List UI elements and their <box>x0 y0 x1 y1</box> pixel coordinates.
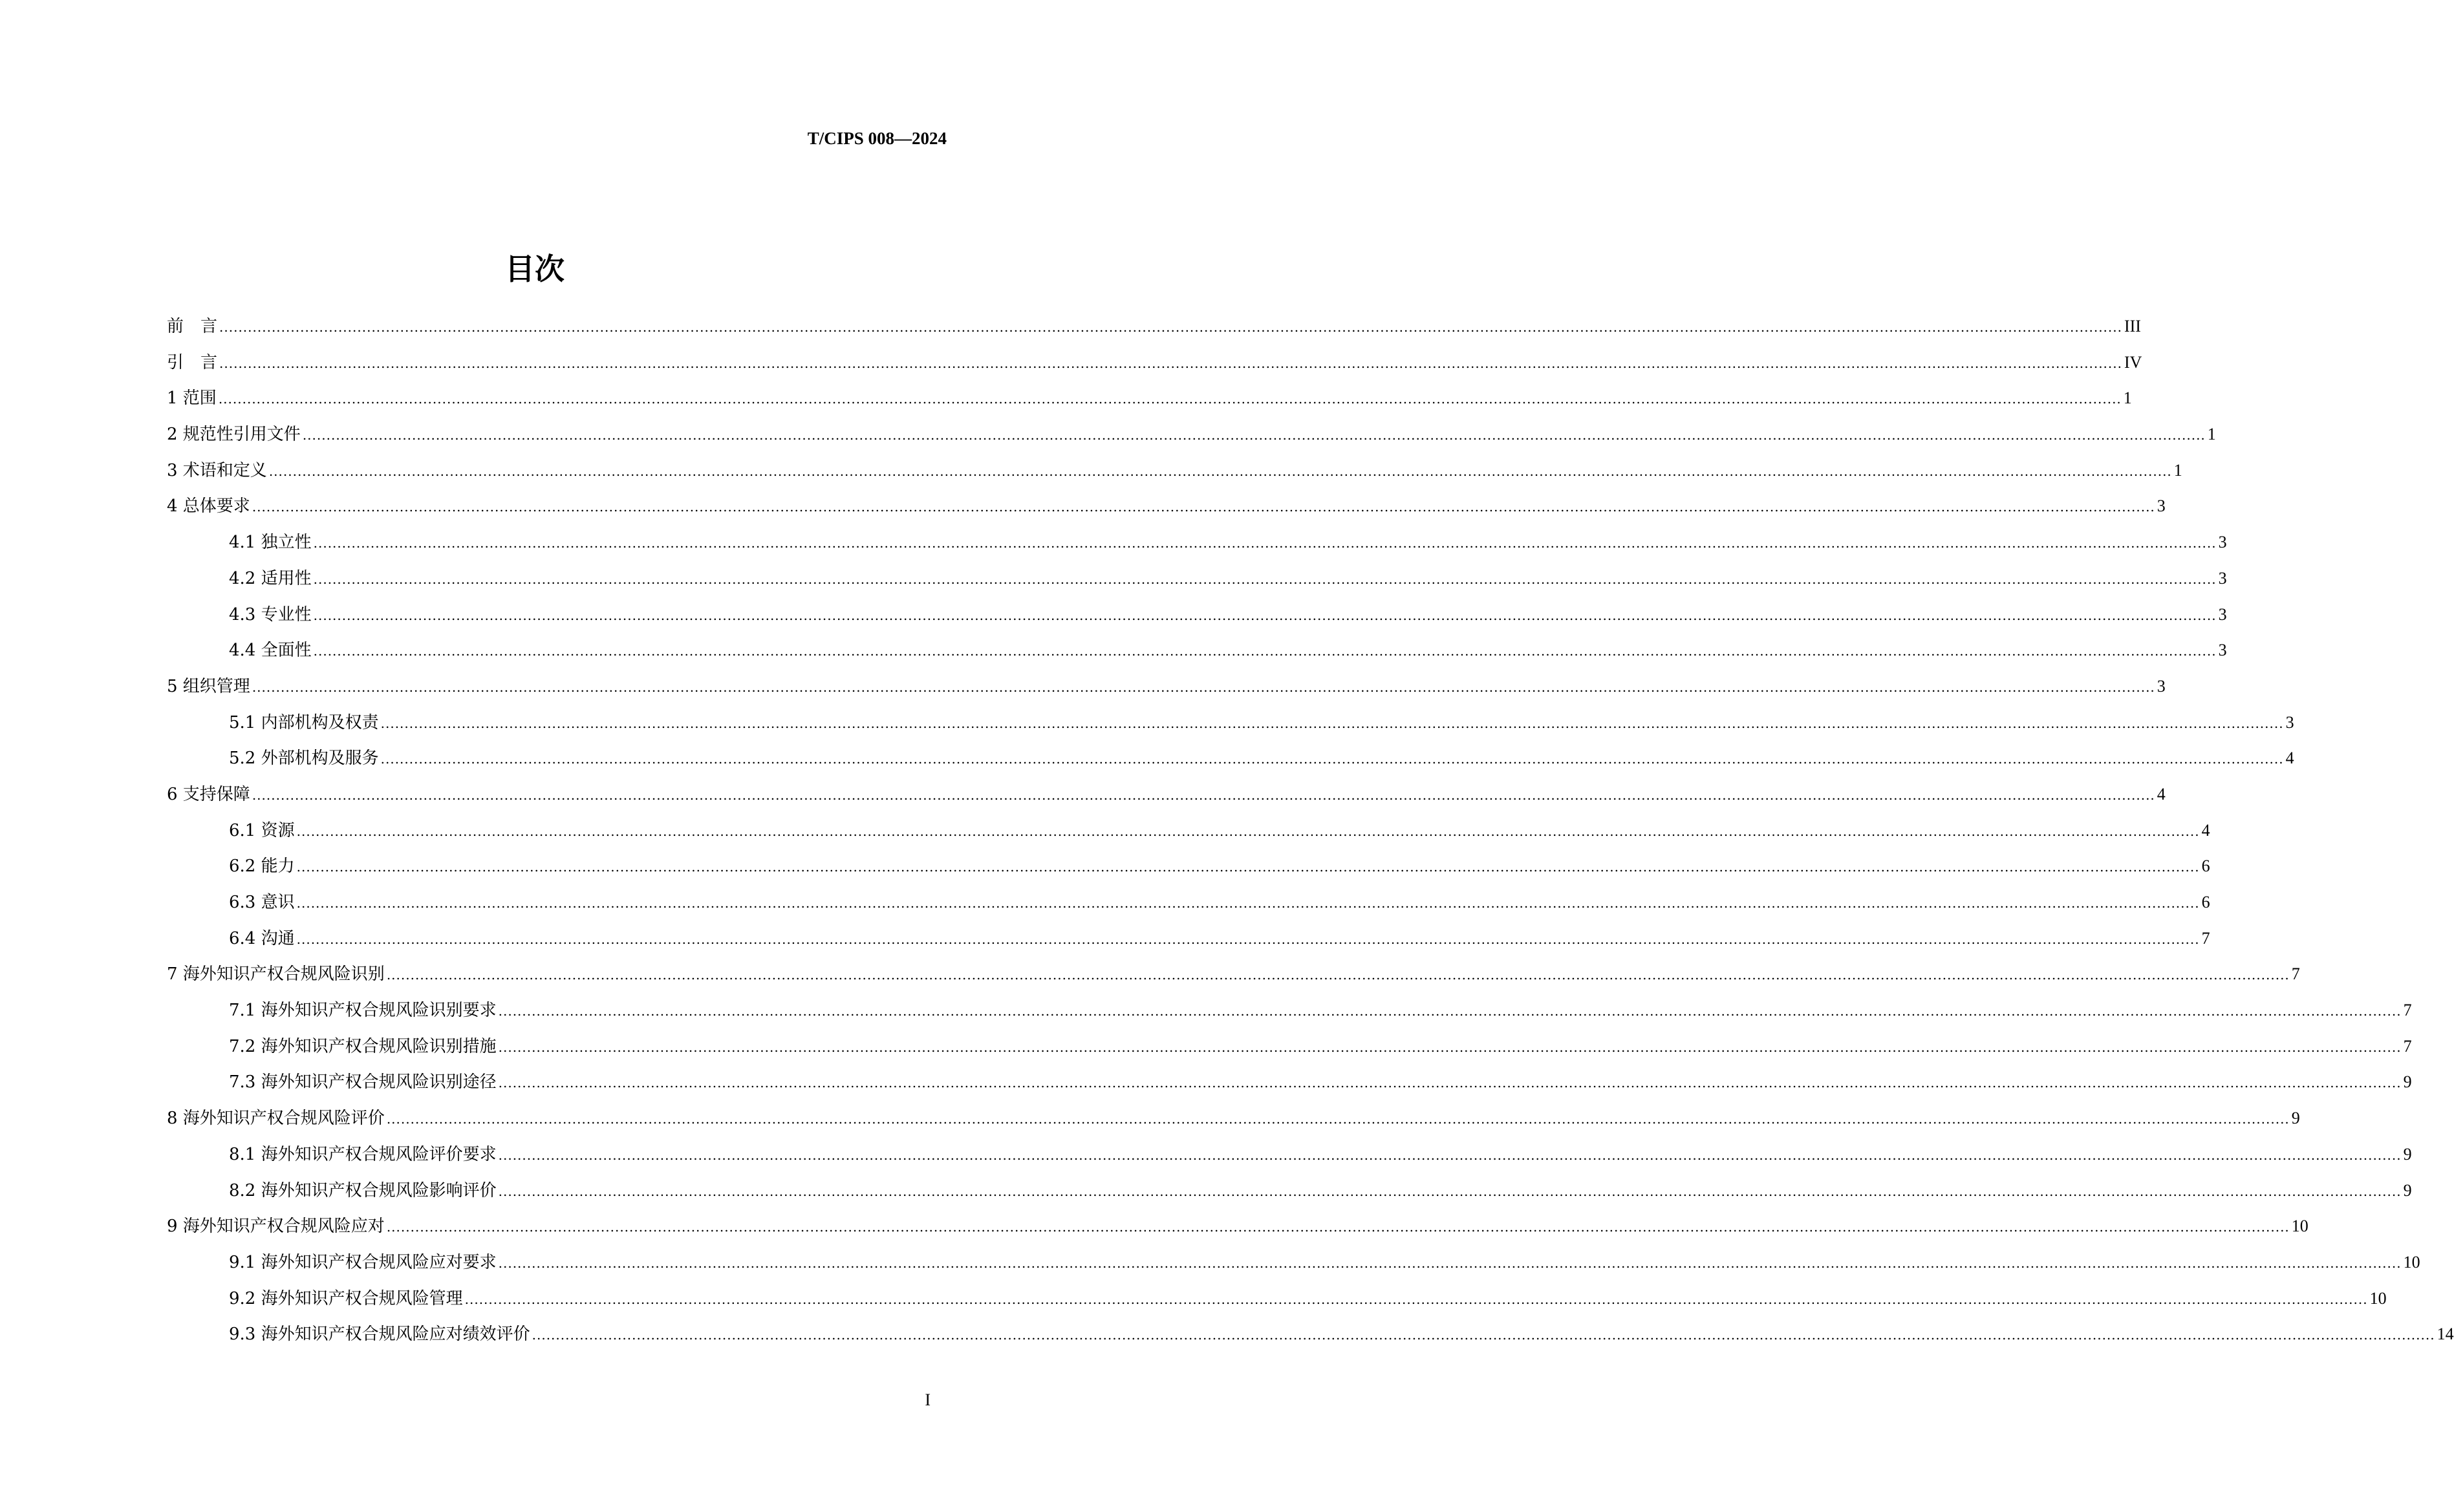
toc-entry-label: 5.1 内部机构及权责 <box>229 712 379 732</box>
toc-entry[interactable] <box>167 385 2132 421</box>
toc-dot-leader: ................................................................................................................................................................................................................................................................................................................................................................................................................ <box>302 427 2206 443</box>
toc-entry-page: 3 <box>2157 676 2166 696</box>
toc-entry[interactable] <box>167 529 2227 566</box>
toc-entry-page: 3 <box>2218 533 2227 552</box>
toc-entry[interactable] <box>167 926 2210 962</box>
toc-entry[interactable] <box>167 1069 2412 1105</box>
toc-entry[interactable] <box>167 493 2166 529</box>
toc-entry-page: 9 <box>2403 1180 2412 1200</box>
toc-entry-page: 3 <box>2285 712 2294 732</box>
toc-entry-page: 4 <box>2201 820 2210 840</box>
toc-entry-page: 1 <box>2173 460 2182 480</box>
toc-dot-leader: ................................................................................................................................................................................................................................................................................................................................................................................................................ <box>218 391 2122 407</box>
toc-entry-page: 3 <box>2218 604 2227 624</box>
toc-entry-page: 7 <box>2201 928 2210 948</box>
toc-entry-label: 8 海外知识产权合规风险评价 <box>167 1109 385 1129</box>
toc-entry[interactable] <box>167 1178 2412 1214</box>
toc-entry-page: 4 <box>2285 749 2294 768</box>
toc-dot-leader: ................................................................................................................................................................................................................................................................................................................................................................................................................ <box>464 1291 2368 1307</box>
toc-entry-page: 6 <box>2201 893 2210 911</box>
toc-entry[interactable] <box>167 853 2210 889</box>
toc-entry[interactable] <box>167 350 2142 386</box>
toc-entry-label: 4.2 适用性 <box>229 568 312 588</box>
toc-entry[interactable] <box>167 997 2412 1034</box>
toc-entry[interactable] <box>167 889 2210 926</box>
toc-entry-label: 5 组织管理 <box>167 676 250 696</box>
toc-entry-page: IV <box>2124 352 2142 372</box>
toc-entry-label: 7 海外知识产权合规风险识别 <box>167 964 385 985</box>
toc-entry-page: 7 <box>2403 1001 2412 1020</box>
toc-entry-label: 9 海外知识产权合规风险应对 <box>167 1217 385 1237</box>
toc-entry[interactable] <box>167 458 2182 494</box>
toc-entry-page: 4 <box>2157 784 2166 804</box>
toc-dot-leader: ................................................................................................................................................................................................................................................................................................................................................................................................................ <box>313 535 2217 551</box>
toc-entry-label: 4.1 独立性 <box>229 533 312 553</box>
toc-dot-leader: ................................................................................................................................................................................................................................................................................................................................................................................................................ <box>386 1111 2290 1127</box>
toc-entry[interactable] <box>167 1034 2412 1070</box>
toc-entry[interactable] <box>167 674 2166 710</box>
toc-entry-label: 3 术语和定义 <box>167 460 267 480</box>
toc-entry[interactable] <box>167 710 2294 746</box>
toc-entry-page: 10 <box>2369 1288 2387 1308</box>
toc-entry[interactable] <box>167 314 2141 350</box>
toc-entry-page: 10 <box>2291 1217 2309 1236</box>
toc-entry-label: 4 总体要求 <box>167 496 250 516</box>
toc-entry[interactable] <box>167 961 2300 997</box>
toc-dot-leader: ................................................................................................................................................................................................................................................................................................................................................................................................................ <box>386 967 2290 983</box>
toc-entry-label: 2 规范性引用文件 <box>167 425 301 445</box>
toc-entry[interactable] <box>167 818 2210 854</box>
toc-entry[interactable] <box>167 1250 2420 1286</box>
toc-entry-label: 9.3 海外知识产权合规风险应对绩效评价 <box>229 1325 530 1345</box>
table-of-contents <box>167 314 2454 1358</box>
toc-dot-leader: ................................................................................................................................................................................................................................................................................................................................................................................................................ <box>313 643 2217 659</box>
toc-entry-label: 9.2 海外知识产权合规风险管理 <box>229 1288 463 1308</box>
toc-entry-label: 前 言 <box>167 317 218 336</box>
toc-entry-label: 6.3 意识 <box>229 893 295 912</box>
toc-entry-page: 7 <box>2403 1036 2412 1056</box>
toc-entry-label: 6.4 沟通 <box>229 928 295 948</box>
toc-dot-leader: ................................................................................................................................................................................................................................................................................................................................................................................................................ <box>252 679 2155 695</box>
toc-dot-leader: ................................................................................................................................................................................................................................................................................................................................................................................................................ <box>498 1075 2402 1091</box>
toc-dot-leader: ................................................................................................................................................................................................................................................................................................................................................................................................................ <box>313 607 2217 623</box>
toc-entry[interactable] <box>167 782 2166 818</box>
toc-dot-leader: ................................................................................................................................................................................................................................................................................................................................................................................................................ <box>252 499 2155 515</box>
toc-entry-label: 1 范围 <box>167 389 217 409</box>
toc-entry-label: 6.1 资源 <box>229 820 295 840</box>
toc-entry[interactable] <box>167 1286 2387 1322</box>
toc-entry[interactable] <box>167 1321 2454 1358</box>
toc-entry-label: 6.2 能力 <box>229 857 295 877</box>
toc-entry-page: 1 <box>2123 389 2132 408</box>
toc-entry[interactable] <box>167 602 2227 638</box>
toc-dot-leader: ................................................................................................................................................................................................................................................................................................................................................................................................................ <box>532 1327 2435 1343</box>
toc-entry-page: 6 <box>2201 857 2210 876</box>
toc-entry-label: 6 支持保障 <box>167 784 250 804</box>
toc-entry-page: 3 <box>2157 496 2166 516</box>
toc-dot-leader: ................................................................................................................................................................................................................................................................................................................................................................................................................ <box>498 1147 2402 1163</box>
page-number: I <box>925 1390 931 1409</box>
toc-dot-leader: ................................................................................................................................................................................................................................................................................................................................................................................................................ <box>498 1183 2402 1199</box>
toc-dot-leader: ................................................................................................................................................................................................................................................................................................................................................................................................................ <box>296 823 2200 839</box>
toc-dot-leader: ................................................................................................................................................................................................................................................................................................................................................................................................................ <box>219 319 2122 335</box>
toc-entry-label: 8.1 海外知识产权合规风险评价要求 <box>229 1144 497 1164</box>
toc-dot-leader: ................................................................................................................................................................................................................................................................................................................................................................................................................ <box>498 1039 2402 1055</box>
toc-entry-label: 4.3 专业性 <box>229 604 312 624</box>
document-code: T/CIPS 008—2024 <box>807 129 947 148</box>
toc-entry-label: 7.1 海外知识产权合规风险识别要求 <box>229 1001 497 1021</box>
toc-dot-leader: ................................................................................................................................................................................................................................................................................................................................................................................................................ <box>296 895 2200 911</box>
toc-entry-page: III <box>2124 317 2141 335</box>
toc-entry-label: 8.2 海外知识产权合规风险影响评价 <box>229 1180 497 1200</box>
toc-entry-page: 3 <box>2218 568 2227 588</box>
toc-entry-page: 9 <box>2403 1072 2412 1092</box>
toc-entry-label: 9.1 海外知识产权合规风险应对要求 <box>229 1252 497 1272</box>
toc-entry-label: 5.2 外部机构及服务 <box>229 749 379 769</box>
toc-entry[interactable] <box>167 1105 2300 1142</box>
toc-entry-page: 9 <box>2291 1109 2300 1128</box>
toc-entry[interactable] <box>167 1213 2309 1250</box>
toc-entry-label: 4.4 全面性 <box>229 641 312 661</box>
toc-title: 目次 <box>505 251 565 286</box>
toc-entry[interactable] <box>167 1142 2412 1178</box>
toc-entry-page: 9 <box>2403 1144 2412 1164</box>
toc-dot-leader: ................................................................................................................................................................................................................................................................................................................................................................................................................ <box>252 787 2155 803</box>
toc-entry-page: 3 <box>2218 641 2227 660</box>
toc-entry[interactable] <box>167 745 2294 782</box>
toc-dot-leader: ................................................................................................................................................................................................................................................................................................................................................................................................................ <box>380 751 2284 767</box>
toc-entry[interactable] <box>167 637 2227 674</box>
toc-dot-leader: ................................................................................................................................................................................................................................................................................................................................................................................................................ <box>268 463 2172 479</box>
toc-entry[interactable] <box>167 566 2227 602</box>
toc-entry-page: 1 <box>2207 425 2216 444</box>
toc-entry-page: 10 <box>2403 1252 2420 1272</box>
toc-entry-label: 7.3 海外知识产权合规风险识别途径 <box>229 1072 497 1092</box>
toc-dot-leader: ................................................................................................................................................................................................................................................................................................................................................................................................................ <box>386 1219 2290 1235</box>
toc-dot-leader: ................................................................................................................................................................................................................................................................................................................................................................................................................ <box>498 1255 2402 1271</box>
toc-dot-leader: ................................................................................................................................................................................................................................................................................................................................................................................................................ <box>296 931 2200 947</box>
toc-dot-leader: ................................................................................................................................................................................................................................................................................................................................................................................................................ <box>296 859 2200 875</box>
toc-dot-leader: ................................................................................................................................................................................................................................................................................................................................................................................................................ <box>313 571 2217 587</box>
toc-entry-page: 7 <box>2291 964 2300 984</box>
toc-entry-page: 14 <box>2437 1325 2454 1344</box>
toc-dot-leader: ................................................................................................................................................................................................................................................................................................................................................................................................................ <box>219 355 2122 371</box>
toc-dot-leader: ................................................................................................................................................................................................................................................................................................................................................................................................................ <box>498 1003 2402 1019</box>
toc-dot-leader: ................................................................................................................................................................................................................................................................................................................................................................................................................ <box>380 715 2284 731</box>
toc-entry-label: 7.2 海外知识产权合规风险识别措施 <box>229 1036 497 1056</box>
toc-entry-label: 引 言 <box>167 352 218 372</box>
toc-entry[interactable] <box>167 421 2216 458</box>
